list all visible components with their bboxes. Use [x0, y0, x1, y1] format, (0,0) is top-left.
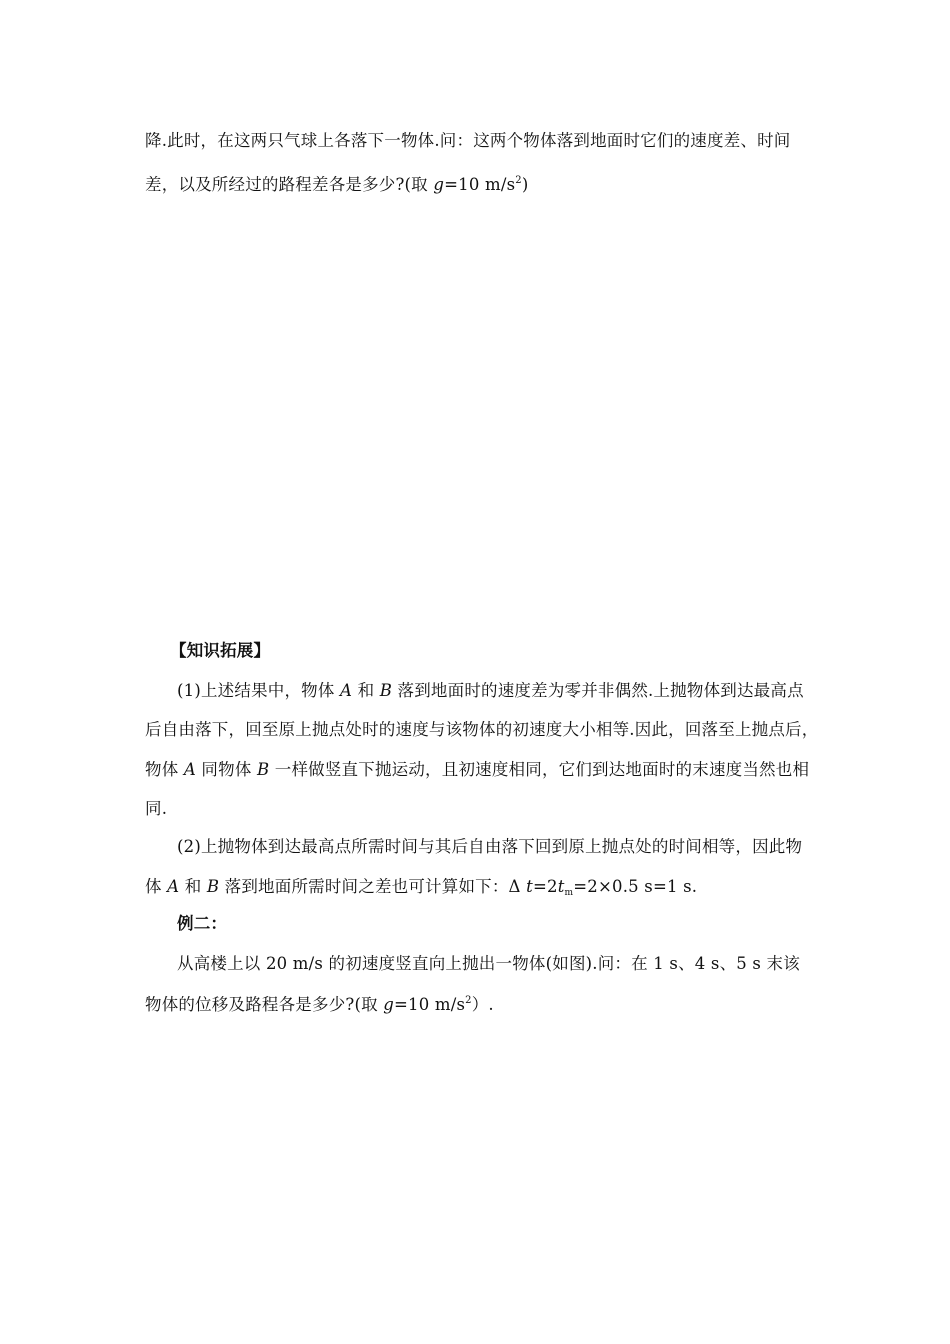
- text: =10 m/s: [394, 995, 466, 1014]
- text: 一样做竖直下抛运动，且初速度相同，它们到达地面时的末速度当然也相: [269, 760, 810, 779]
- text: 后自由落下，回至原上抛点处时的速度与该物体的初速度大小相等.因此，回落至上抛点后，: [145, 720, 819, 739]
- text: =2: [532, 877, 558, 896]
- knowledge-heading: [170, 637, 270, 661]
- knowledge-p1-line-3: [145, 756, 809, 780]
- superscript: 2: [515, 175, 522, 186]
- knowledge-p1-line-2: [145, 716, 818, 740]
- heading-text: 【知识拓展】: [170, 641, 271, 660]
- superscript: 2: [465, 995, 472, 1006]
- text: 同物体: [195, 760, 257, 779]
- example2-line-1: [177, 950, 800, 974]
- knowledge-p2-line-1: [177, 833, 802, 857]
- heading-text: 例二：: [177, 914, 228, 933]
- problem-text: 降.此时，在这两只气球上各落下一物体.问：这两个物体落到地面时它们的速度差、时间: [145, 131, 791, 150]
- knowledge-p1-line-1: [177, 677, 804, 701]
- text: 同.: [145, 799, 168, 818]
- text: 和: [179, 877, 207, 896]
- text: 落到地面所需时间之差也可计算如下：Δ: [219, 877, 527, 896]
- text: =2×0.5 s=1 s.: [573, 877, 698, 896]
- text: ）.: [471, 995, 494, 1014]
- problem-text: ): [521, 175, 529, 194]
- example2-line-2: [145, 991, 494, 1015]
- var-B: B: [379, 681, 393, 700]
- var-A: A: [340, 681, 353, 700]
- problem-line-2: [145, 171, 528, 195]
- problem-text: 差，以及所经过的路程差各是多少?(取: [145, 175, 434, 194]
- problem-text: =10 m/s: [444, 175, 516, 194]
- text: 体: [145, 877, 168, 896]
- var-B: B: [256, 760, 270, 779]
- text: (1)上述结果中，物体: [177, 681, 341, 700]
- problem-line-1: [145, 127, 791, 151]
- knowledge-p1-line-4: [145, 795, 167, 819]
- var-B: B: [206, 877, 220, 896]
- text: 物体: [145, 760, 184, 779]
- var-g: g: [433, 175, 445, 194]
- text: 和: [352, 681, 380, 700]
- var-t: t: [557, 877, 565, 896]
- text: 物体的位移及路程各是多少?(取: [145, 995, 384, 1014]
- example2-heading: [177, 910, 227, 934]
- knowledge-p2-line-2: [145, 873, 697, 897]
- var-A: A: [167, 877, 180, 896]
- text: 从高楼上以 20 m/s 的初速度竖直向上抛出一物体(如图).问：在 1 s、4 s、5 s 末该: [177, 954, 800, 973]
- text: (2)上抛物体到达最高点所需时间与其后自由落下回到原上抛点处的时间相等，因此物: [177, 837, 803, 856]
- var-t: t: [526, 877, 533, 896]
- var-A: A: [183, 760, 196, 779]
- var-g: g: [383, 995, 394, 1014]
- subscript-m: m: [564, 888, 574, 898]
- text: 落到地面时的速度差为零并非偶然.上抛物体到达最高点: [392, 681, 804, 700]
